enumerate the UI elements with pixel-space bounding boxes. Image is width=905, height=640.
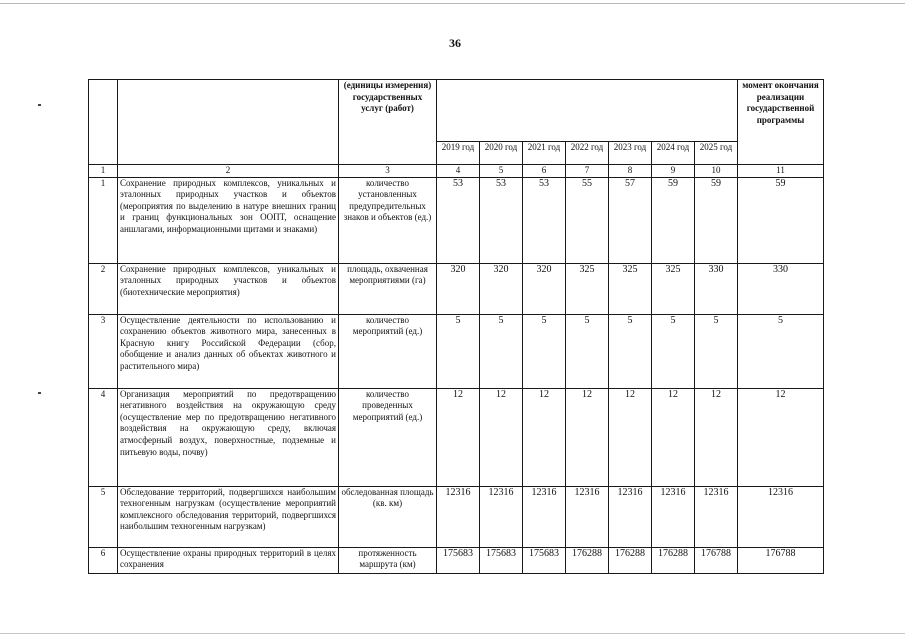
- value-cell: 12: [566, 388, 609, 486]
- value-cell: 57: [609, 177, 652, 263]
- value-cell: 55: [566, 177, 609, 263]
- year-header: 2020 год: [480, 142, 523, 165]
- column-number: 2: [118, 165, 339, 178]
- scan-edge-bottom: [0, 633, 905, 634]
- column-number: 6: [523, 165, 566, 178]
- year-header: 2019 год: [437, 142, 480, 165]
- value-cell: 175683: [523, 547, 566, 573]
- value-cell: 5: [480, 314, 523, 388]
- header-cell-num: [89, 80, 118, 165]
- row-name: Сохранение природных комплексов, уникальных и эталонных природных участков и объектов (биотехнические мероприятия): [118, 263, 339, 314]
- row-number: 6: [89, 547, 118, 573]
- value-cell: 59: [652, 177, 695, 263]
- table-row: [89, 263, 824, 314]
- value-cell: 330: [695, 263, 738, 314]
- year-header: 2021 год: [523, 142, 566, 165]
- value-cell: 320: [437, 263, 480, 314]
- column-number: 8: [609, 165, 652, 178]
- final-value-cell: 330: [738, 263, 824, 314]
- value-cell: 12316: [652, 486, 695, 547]
- year-header: 2023 год: [609, 142, 652, 165]
- row-unit: обследованная площадь (кв. км): [339, 486, 437, 547]
- value-cell: 320: [480, 263, 523, 314]
- value-cell: 325: [609, 263, 652, 314]
- header-cell-unit: (единицы измерения) государственных услуг (работ): [339, 80, 437, 165]
- value-cell: 5: [437, 314, 480, 388]
- value-cell: 12: [437, 388, 480, 486]
- row-unit: количество мероприятий (ед.): [339, 314, 437, 388]
- value-cell: 12316: [437, 486, 480, 547]
- value-cell: 53: [523, 177, 566, 263]
- value-cell: 5: [695, 314, 738, 388]
- value-cell: 5: [523, 314, 566, 388]
- value-cell: 12: [609, 388, 652, 486]
- final-value-cell: 12: [738, 388, 824, 486]
- value-cell: 12316: [695, 486, 738, 547]
- value-cell: 53: [437, 177, 480, 263]
- value-cell: 12316: [523, 486, 566, 547]
- column-number: 1: [89, 165, 118, 178]
- column-number-row: [89, 165, 824, 178]
- final-value-cell: 5: [738, 314, 824, 388]
- value-cell: 5: [652, 314, 695, 388]
- table-row: [89, 314, 824, 388]
- row-unit: площадь, охваченная мероприятиями (га): [339, 263, 437, 314]
- value-cell: 325: [652, 263, 695, 314]
- table-row: [89, 388, 824, 486]
- value-cell: 12: [523, 388, 566, 486]
- value-cell: 176288: [609, 547, 652, 573]
- value-cell: 5: [609, 314, 652, 388]
- final-value-cell: 59: [738, 177, 824, 263]
- row-unit: количество проведенных мероприятий (ед.): [339, 388, 437, 486]
- row-unit: количество установленных предупредительных знаков и объектов (ед.): [339, 177, 437, 263]
- year-header: 2022 год: [566, 142, 609, 165]
- row-name: Сохранение природных комплексов, уникальных и эталонных природных участков и объектов (мероприятия по выделению в натуре внешних границ и границ функциональных зон ООПТ, оснащение аншлагами, информационными щитами и знаками): [118, 177, 339, 263]
- indicators-table: [88, 79, 824, 574]
- column-number: 9: [652, 165, 695, 178]
- header-cell-years-group: [437, 80, 738, 142]
- header-row: [89, 80, 824, 142]
- column-number: 3: [339, 165, 437, 178]
- table-row: [89, 177, 824, 263]
- value-cell: 175683: [480, 547, 523, 573]
- column-number: 5: [480, 165, 523, 178]
- value-cell: 12: [480, 388, 523, 486]
- value-cell: 53: [480, 177, 523, 263]
- final-value-cell: 12316: [738, 486, 824, 547]
- value-cell: 325: [566, 263, 609, 314]
- page-number: 36: [449, 36, 461, 50]
- column-number: 11: [738, 165, 824, 178]
- row-name: Организация мероприятий по предотвращению негативного воздействия на окружающую среду (осуществление мер по предотвращению негативного воздействия на окружающую среду, включая атмосферный воздух, поверхностные, подземные и питьевую воды, почву): [118, 388, 339, 486]
- column-number: 4: [437, 165, 480, 178]
- row-number: 4: [89, 388, 118, 486]
- header-cell-final: момент окончания реализации государственной программы: [738, 80, 824, 165]
- value-cell: 176788: [695, 547, 738, 573]
- row-name: Осуществление деятельности по использованию и сохранению объектов животного мира, занесенных в Красную книгу Российской Федерации (сбор, обобщение и анализ данных об объектах животного и растительного мира): [118, 314, 339, 388]
- row-number: 2: [89, 263, 118, 314]
- header-cell-name: [118, 80, 339, 165]
- column-number: 7: [566, 165, 609, 178]
- value-cell: 12316: [480, 486, 523, 547]
- value-cell: 12: [652, 388, 695, 486]
- value-cell: 175683: [437, 547, 480, 573]
- row-unit: протяженность маршрута (км): [339, 547, 437, 573]
- value-cell: 12316: [566, 486, 609, 547]
- table-row: [89, 547, 824, 573]
- value-cell: 176288: [566, 547, 609, 573]
- row-number: 5: [89, 486, 118, 547]
- row-number: 3: [89, 314, 118, 388]
- year-header: 2024 год: [652, 142, 695, 165]
- year-header: 2025 год: [695, 142, 738, 165]
- scan-edge-top: [0, 3, 905, 4]
- table-row: [89, 486, 824, 547]
- value-cell: 176288: [652, 547, 695, 573]
- value-cell: 12316: [609, 486, 652, 547]
- value-cell: 320: [523, 263, 566, 314]
- value-cell: 5: [566, 314, 609, 388]
- scan-speck: [38, 392, 41, 394]
- final-value-cell: 176788: [738, 547, 824, 573]
- value-cell: 59: [695, 177, 738, 263]
- scan-speck: [38, 104, 41, 106]
- column-number: 10: [695, 165, 738, 178]
- row-number: 1: [89, 177, 118, 263]
- value-cell: 12: [695, 388, 738, 486]
- row-name: Обследование территорий, подвергшихся наибольшим техногенным нагрузкам (осуществление мероприятий комплексного обследования территорий, подвергшихся наибольшим техногенным нагрузкам): [118, 486, 339, 547]
- row-name: Осуществление охраны природных территорий в целях сохранения: [118, 547, 339, 573]
